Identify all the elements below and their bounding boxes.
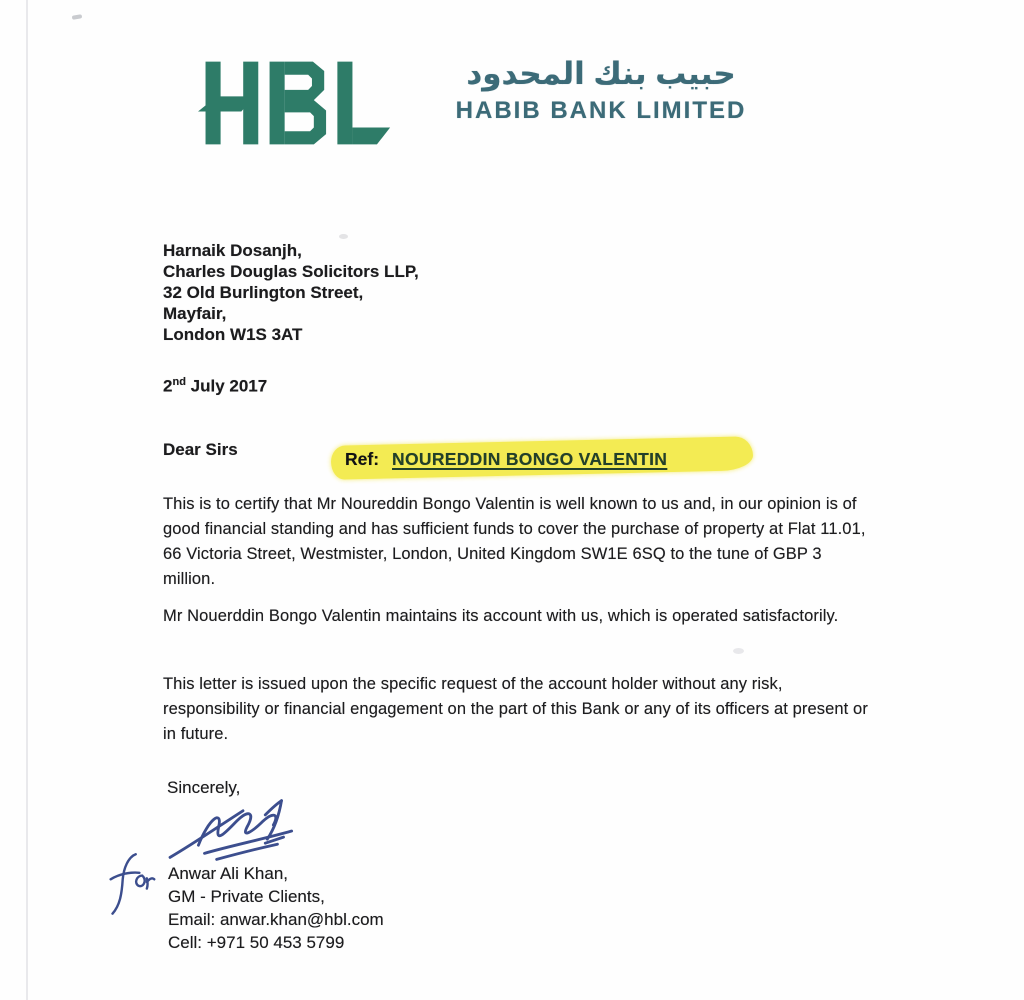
- recipient-line: Mayfair,: [163, 304, 227, 323]
- signatory-title: GM - Private Clients,: [168, 887, 325, 906]
- bank-name-block: [433, 52, 769, 125]
- bank-name-arabic: حبيب بنك المحدود: [466, 56, 736, 91]
- signatory-name: Anwar Ali Khan,: [168, 864, 289, 883]
- scan-smudge: [72, 14, 83, 20]
- body-paragraph: This is to certify that Mr Noureddin Bongo Valentin is well known to us and, in our opinion is of good financial standing and has sufficient funds to cover the purchase of property at Flat 11.01, 66 Victoria Street, Westmister, London, United Kingdom SW1E 6SQ to the tune of GBP 3 million.: [163, 495, 866, 588]
- reference-line: [345, 449, 667, 470]
- signatory-cell: Cell: +971 50 453 5799: [168, 933, 345, 952]
- date-ordinal: nd: [172, 376, 186, 388]
- handwritten-for-annotation: [106, 848, 158, 918]
- signature-scribble: [168, 794, 320, 862]
- signatory-block: [168, 862, 384, 954]
- scan-smudge: [339, 234, 348, 239]
- recipient-line: Harnaik Dosanjh,: [163, 241, 302, 260]
- valediction: Sincerely,: [167, 778, 241, 797]
- recipient-line: Charles Douglas Solicitors LLP,: [163, 262, 419, 281]
- reference-label: Ref:: [345, 449, 380, 469]
- recipient-address: [163, 240, 419, 345]
- scan-smudge: [733, 648, 744, 654]
- hbl-logo-icon: [198, 60, 392, 146]
- recipient-line: London W1S 3AT: [163, 325, 303, 344]
- scan-edge-line: [26, 0, 28, 1000]
- body-paragraph: Mr Nouerddin Bongo Valentin maintains its account with us, which is operated satisfactorily.: [163, 607, 839, 625]
- recipient-line: 32 Old Burlington Street,: [163, 283, 364, 302]
- letter-date: [163, 376, 267, 397]
- reference-name: NOUREDDIN BONGO VALENTIN: [392, 449, 668, 469]
- date-day: 2: [163, 376, 173, 396]
- signatory-email: Email: anwar.khan@hbl.com: [168, 910, 384, 929]
- bank-name-english: HABIB BANK LIMITED: [455, 97, 747, 124]
- salutation: Dear Sirs: [163, 440, 238, 459]
- date-month-year: July 2017: [185, 376, 268, 396]
- body-paragraph: This letter is issued upon the specific request of the account holder without any risk, responsibility or financial engagement on the part of this Bank or any of its officers at present or in future.: [163, 675, 868, 743]
